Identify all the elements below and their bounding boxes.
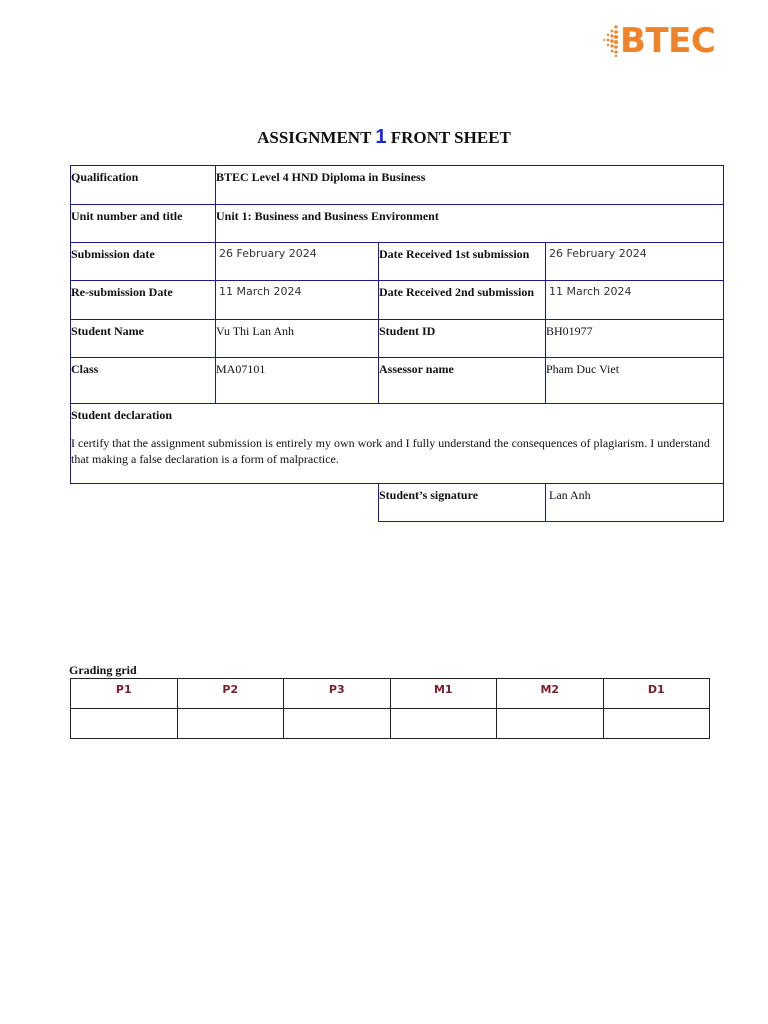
submission-row [71, 243, 724, 281]
page-title [0, 126, 768, 149]
btec-logo-text: BTEC [620, 21, 716, 61]
grade-cell-m1 [390, 709, 497, 739]
class-label: Class [71, 358, 216, 404]
resubmission-date-label: Re-submission Date [71, 281, 216, 320]
student-name-value: Vu Thi Lan Anh [216, 320, 379, 358]
student-name-label: Student Name [71, 320, 216, 358]
declaration-row [71, 404, 724, 484]
received-1st-value: 26 February 2024 [546, 243, 724, 281]
declaration-cell [71, 404, 724, 484]
student-row [71, 320, 724, 358]
received-1st-label: Date Received 1st submission [379, 243, 546, 281]
grade-cell-p2 [177, 709, 284, 739]
grade-header-p1: P1 [71, 679, 178, 709]
btec-dots-icon [598, 24, 620, 58]
title-number: 1 [375, 126, 387, 148]
grade-header-m1: M1 [390, 679, 497, 709]
signature-label: Student’s signature [379, 484, 546, 522]
grade-header-d1: D1 [603, 679, 710, 709]
grade-cell-p1 [71, 709, 178, 739]
qualification-row [71, 166, 724, 205]
grading-grid-label: Grading grid [69, 663, 137, 677]
title-suffix: FRONT SHEET [386, 128, 511, 147]
assessor-label: Assessor name [379, 358, 546, 404]
grade-header-p2: P2 [177, 679, 284, 709]
declaration-text: I certify that the assignment submission is entirely my own work and I fully understand the consequences of plagiarism. I understand that making a false declaration is a form of malpractice. [71, 436, 710, 466]
signature-spacer [71, 484, 379, 522]
declaration-label: Student declaration [71, 408, 173, 422]
signature-value: Lan Anh [546, 484, 724, 522]
grade-header-m2: M2 [497, 679, 604, 709]
received-2nd-value: 11 March 2024 [546, 281, 724, 320]
grade-cell-d1 [603, 709, 710, 739]
grading-value-row [71, 709, 710, 739]
signature-row [71, 484, 724, 522]
front-sheet-table [70, 165, 724, 522]
grade-cell-m2 [497, 709, 604, 739]
received-2nd-label: Date Received 2nd submission [379, 281, 546, 320]
grade-header-p3: P3 [284, 679, 391, 709]
submission-date-value: 26 February 2024 [216, 243, 379, 281]
resubmission-row [71, 281, 724, 320]
assessor-value: Pham Duc Viet [546, 358, 724, 404]
qualification-label: Qualification [71, 166, 216, 205]
qualification-value: BTEC Level 4 HND Diploma in Business [216, 166, 724, 205]
submission-date-label: Submission date [71, 243, 216, 281]
unit-value: Unit 1: Business and Business Environment [216, 205, 724, 243]
class-value: MA07101 [216, 358, 379, 404]
student-id-label: Student ID [379, 320, 546, 358]
btec-logo [598, 18, 720, 64]
grading-header-row [71, 679, 710, 709]
class-row [71, 358, 724, 404]
title-prefix: ASSIGNMENT [257, 128, 376, 147]
resubmission-date-value: 11 March 2024 [216, 281, 379, 320]
student-id-value: BH01977 [546, 320, 724, 358]
unit-row [71, 205, 724, 243]
grade-cell-p3 [284, 709, 391, 739]
grading-grid-table [70, 678, 710, 739]
unit-label: Unit number and title [71, 205, 216, 243]
